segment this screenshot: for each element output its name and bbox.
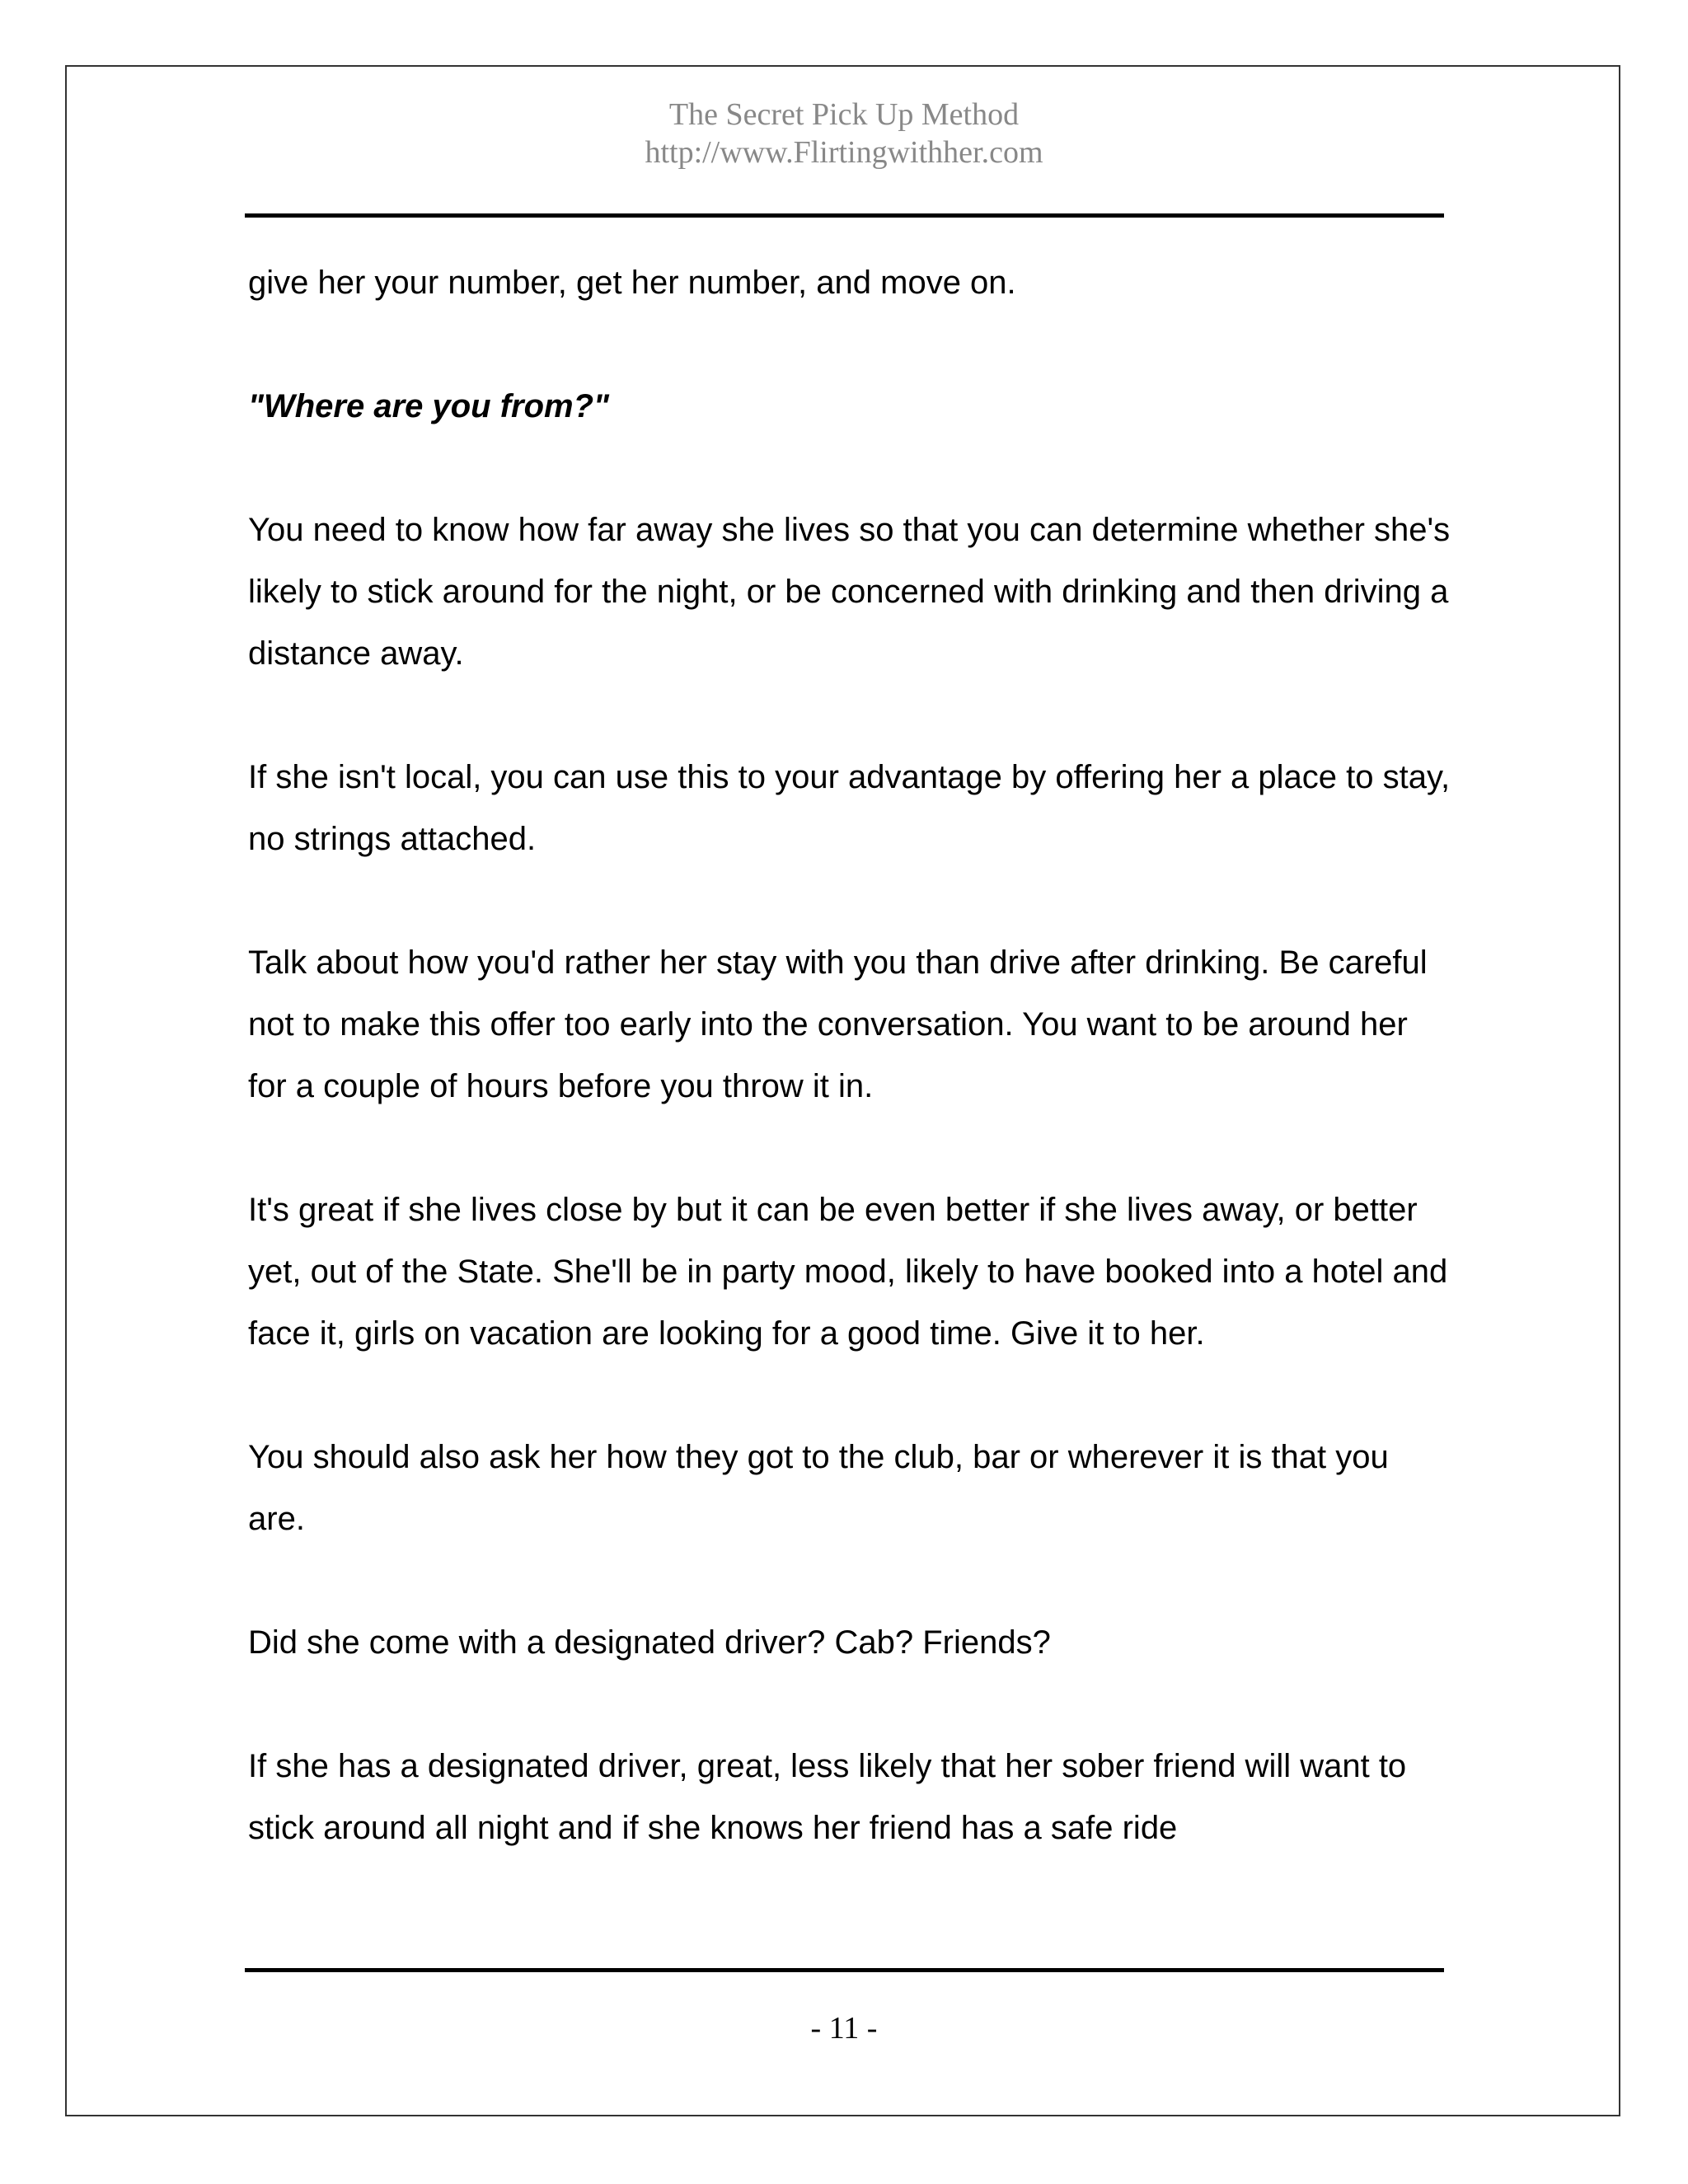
page-number: - 11 - [810, 2011, 878, 2046]
footer-divider [245, 1968, 1444, 1972]
header-divider [245, 213, 1444, 218]
paragraph: You should also ask her how they got to the club, bar or wherever it is that you are. [248, 1439, 1389, 1537]
paragraph: You need to know how far away she lives so that you can determine whether she's likely to stick around for the night, or be concerned with drinking and then driving a distance away. [248, 512, 1451, 672]
website-url: http://www.Flirtingwithher.com [645, 135, 1043, 170]
paragraph: give her your number, get her number, and move on. [248, 265, 1016, 301]
section-heading: "Where are you from?" [248, 388, 610, 424]
page-body [248, 252, 1451, 1921]
paragraph: Did she come with a designated driver? Cab? Friends? [248, 1624, 1051, 1661]
paragraph: If she has a designated driver, great, less likely that her sober friend will want to stick around all night and if she knows her friend has a safe ride [248, 1748, 1407, 1846]
paragraph: Talk about how you'd rather her stay with you than drive after drinking. Be careful not to make this offer too early into the conversation. You want to be around her for a couple of hours before you throw it in. [248, 944, 1428, 1104]
paragraph: It's great if she lives close by but it can be even better if she lives away, or better yet, out of the State. She'll be in party mood, likely to have booked into a hotel and face it, girls on vacation are looking for a good time. Give it to her. [248, 1192, 1448, 1352]
document-title: The Secret Pick Up Method [668, 97, 1020, 132]
page-header [0, 96, 1688, 171]
paragraph: If she isn't local, you can use this to your advantage by offering her a place to stay, no strings attached. [248, 759, 1451, 857]
